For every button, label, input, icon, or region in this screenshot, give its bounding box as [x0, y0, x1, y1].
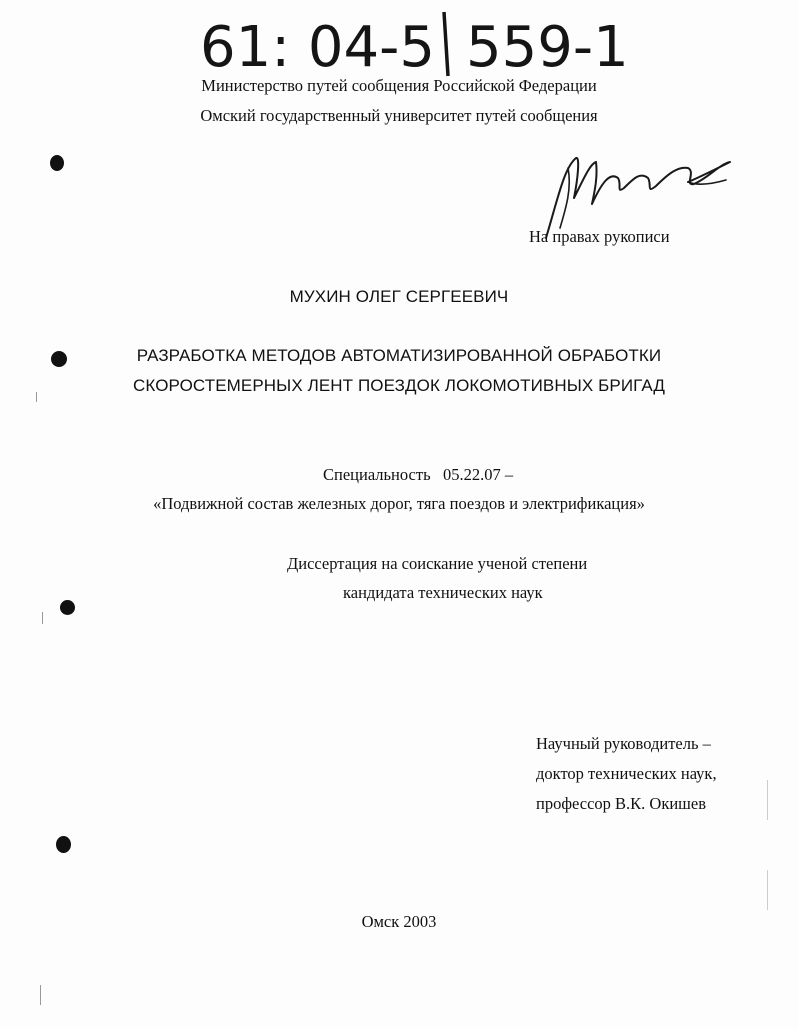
scan-artifact — [40, 985, 41, 1005]
degree-line-1: Диссертация на соискание ученой степени — [287, 554, 588, 573]
handwritten-archive-number — [196, 6, 646, 78]
ministry-line: Министерство путей сообщения Российской Федерации — [201, 76, 597, 95]
supervisor-line-2: доктор технических наук, — [536, 764, 717, 783]
scan-artifact — [42, 612, 43, 624]
university-line: Омский государственный университет путей сообщения — [200, 106, 598, 125]
thesis-title-line-2: СКОРОСТЕМЕРНЫХ ЛЕНТ ПОЕЗДОК ЛОКОМОТИВНЫХ БРИГАД — [133, 376, 665, 395]
binder-hole-mark — [51, 351, 67, 367]
manuscript-note: На правах рукописи — [529, 227, 670, 246]
scan-artifact — [767, 780, 768, 820]
specialty-code-line — [323, 465, 513, 485]
binder-hole-mark — [60, 600, 75, 615]
binder-hole-mark — [50, 155, 64, 171]
specialty-name: «Подвижной состав железных дорог, тяга поездов и электрификация» — [153, 494, 645, 513]
degree-line-2: кандидата технических наук — [343, 583, 543, 602]
scan-artifact — [36, 392, 37, 402]
author-name: МУХИН ОЛЕГ СЕРГЕЕВИЧ — [289, 287, 509, 306]
specialty-code: 05.22.07 – — [442, 465, 514, 484]
thesis-title-line-1: РАЗРАБОТКА МЕТОДОВ АВТОМАТИЗИРОВАННОЙ ОБРАБОТКИ — [136, 346, 662, 365]
supervisor-line-1: Научный руководитель – — [536, 734, 711, 753]
binder-hole-mark — [56, 836, 71, 853]
place-year: Омск 2003 — [361, 912, 437, 931]
scan-artifact — [767, 870, 768, 910]
specialty-label: Специальность — [323, 465, 431, 484]
archive-mark-separator — [444, 12, 448, 76]
supervisor-line-3: профессор В.К. Окишев — [536, 794, 706, 813]
archive-mark-right: 559-1 — [466, 15, 629, 78]
archive-mark-left: 61: 04-5 — [200, 15, 436, 78]
